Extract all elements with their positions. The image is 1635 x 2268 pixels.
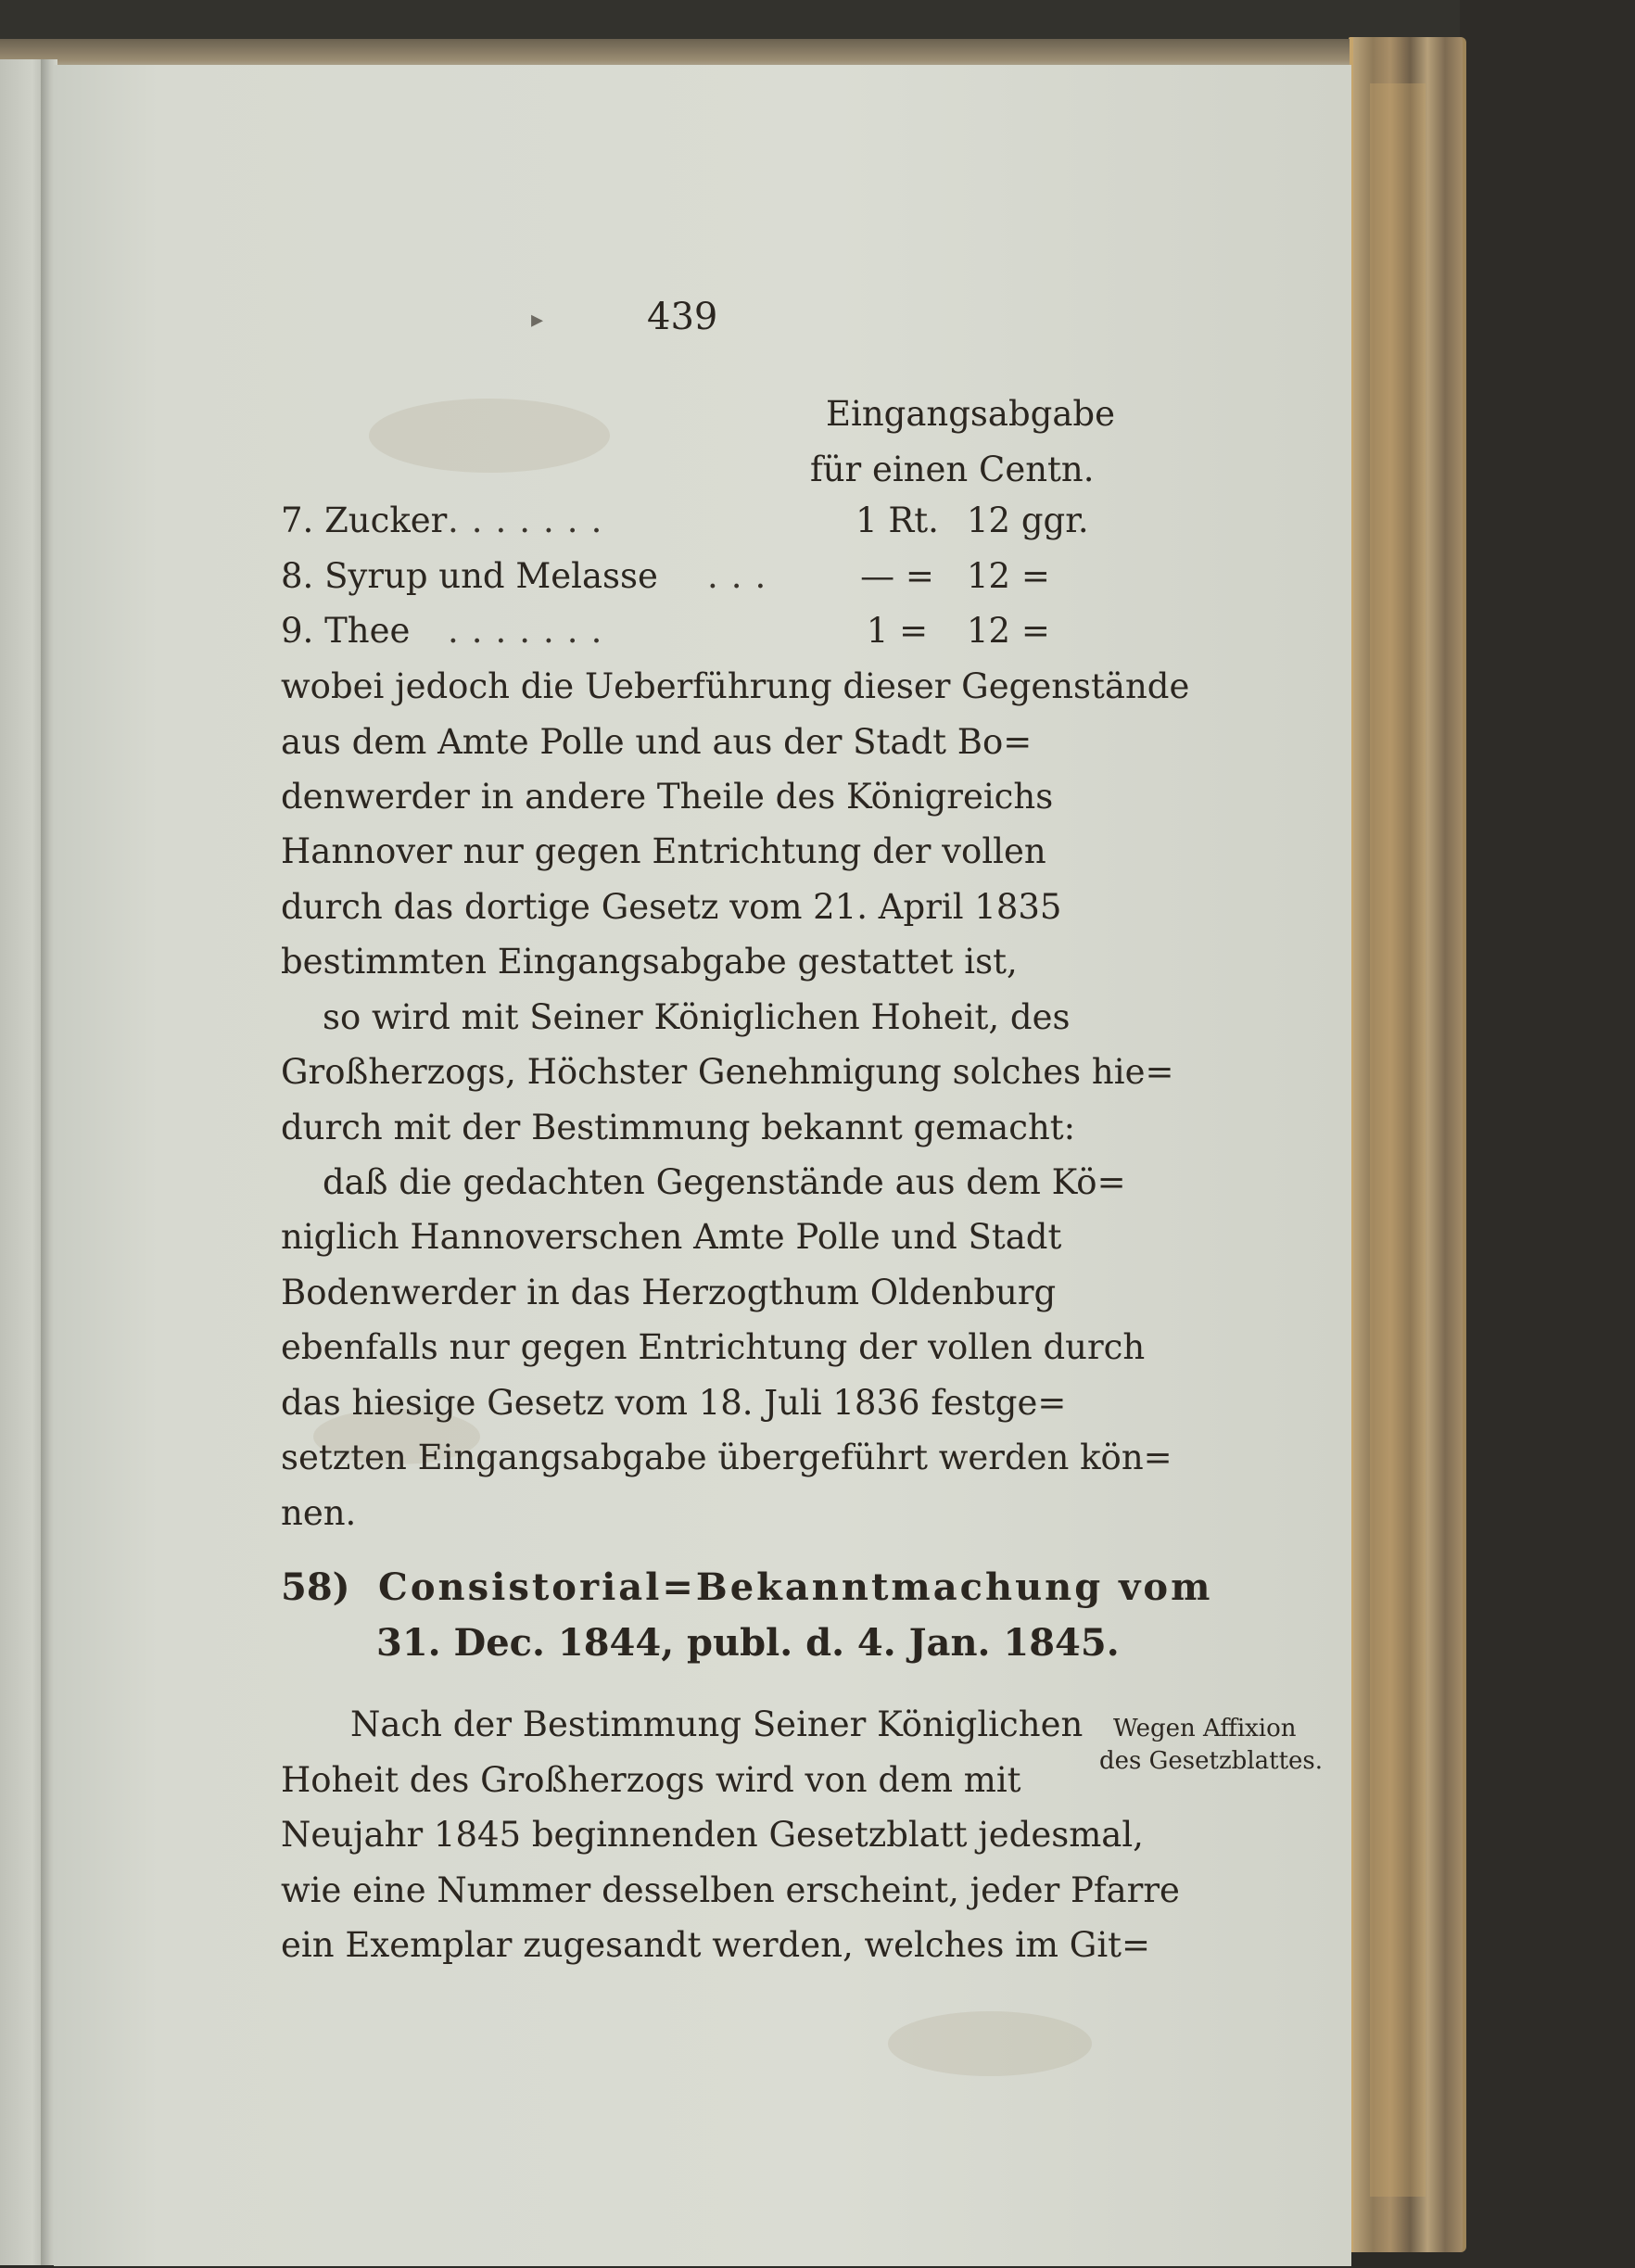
page-number: 439 xyxy=(647,296,718,338)
cover-highlight xyxy=(1370,83,1426,2197)
text-line: wie eine Nummer desselben erscheint, jeder Pfarre xyxy=(281,1870,1180,1910)
text-line: daß die gedachten Gegenstände aus dem Kö= xyxy=(323,1162,1126,1202)
leader-dots: ....... xyxy=(448,611,615,651)
tariff-rt: 1 = xyxy=(866,611,929,651)
page-mark: ▸ xyxy=(531,306,544,334)
tariff-item-name: 8. Syrup und Melasse xyxy=(281,556,658,596)
leader-dots: ....... xyxy=(448,500,615,540)
text-line: durch mit der Bestimmung bekannt gemacht: xyxy=(281,1108,1076,1147)
previous-page-edge xyxy=(0,59,46,2265)
section-number: 58) xyxy=(281,1565,350,1609)
section-title: Consistorial=Bekanntmachung vom xyxy=(378,1565,1213,1609)
text-line: Großherzogs, Höchster Genehmigung solches hie= xyxy=(281,1052,1174,1092)
tariff-item-name: 7. Zucker xyxy=(281,500,448,540)
text-line: durch das dortige Gesetz vom 21. April 1835 xyxy=(281,887,1062,927)
tariff-rt: — = xyxy=(860,556,934,596)
text-line: Bodenwerder in das Herzogthum Oldenburg xyxy=(281,1273,1057,1312)
text-line: Hoheit des Großherzogs wird von dem mit xyxy=(281,1760,1021,1800)
scanner-background-right xyxy=(1460,0,1635,2268)
tariff-ggr: 12 ggr. xyxy=(967,500,1089,540)
text-line: Neujahr 1845 beginnenden Gesetzblatt jedesmal, xyxy=(281,1815,1144,1855)
text-line: setzten Eingangsabgabe übergeführt werden kön= xyxy=(281,1438,1172,1477)
text-line: Hannover nur gegen Entrichtung der vollen xyxy=(281,831,1046,871)
book-page xyxy=(54,65,1351,2266)
tariff-rt: 1 Rt. xyxy=(856,500,939,540)
tariff-ggr: 12 = xyxy=(967,611,1050,651)
section-date: 31. Dec. 1844, publ. d. 4. Jan. 1845. xyxy=(376,1621,1120,1665)
text-line: denwerder in andere Theile des Königreichs xyxy=(281,777,1054,817)
tariff-row xyxy=(281,556,1096,602)
text-line: ein Exemplar zugesandt werden, welches im Git= xyxy=(281,1925,1151,1965)
text-line: das hiesige Gesetz vom 18. Juli 1836 festge= xyxy=(281,1383,1067,1423)
text-line: aus dem Amte Polle und aus der Stadt Bo= xyxy=(281,722,1033,762)
marginal-note-line-2: des Gesetzblattes. xyxy=(1099,1747,1324,1775)
text-line: bestimmten Eingangsabgabe gestattet ist, xyxy=(281,942,1018,982)
text-line: Nach der Bestimmung Seiner Königlichen xyxy=(350,1704,1084,1744)
column-header-line-2: für einen Centn. xyxy=(810,450,1095,489)
tariff-row xyxy=(281,611,1096,656)
text-line: ebenfalls nur gegen Entrichtung der vollen durch xyxy=(281,1327,1146,1367)
foxing-stain xyxy=(369,399,610,473)
tariff-item-name: 9. Thee xyxy=(281,611,411,651)
tariff-ggr: 12 = xyxy=(967,556,1050,596)
text-line: nen. xyxy=(281,1493,357,1533)
text-line: so wird mit Seiner Königlichen Hoheit, des xyxy=(323,997,1071,1037)
column-header-line-1: Eingangsabgabe xyxy=(826,394,1115,434)
marginal-note-line-1: Wegen Affixion xyxy=(1113,1715,1297,1742)
text-line: niglich Hannoverschen Amte Polle und Stadt xyxy=(281,1217,1062,1257)
foxing-stain xyxy=(888,2011,1092,2076)
tariff-row xyxy=(281,500,1096,546)
text-line: wobei jedoch die Ueberführung dieser Gegenstände xyxy=(281,666,1190,706)
leader-dots: ... xyxy=(707,556,779,596)
